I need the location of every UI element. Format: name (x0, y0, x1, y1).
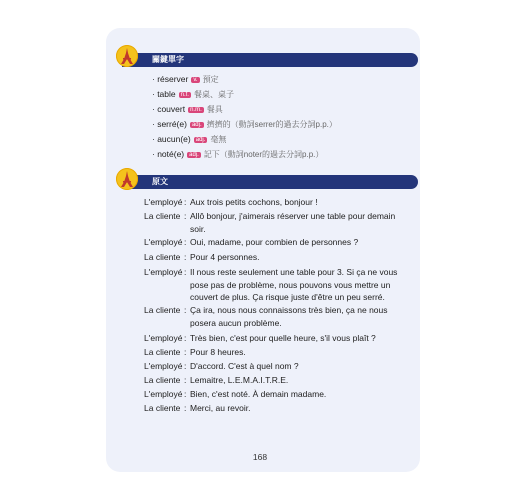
utterance: D'accord. C'est à quel nom ? (190, 361, 299, 371)
speaker-label: L'employé (144, 267, 183, 277)
speaker-label: La cliente (144, 252, 181, 262)
vocab-section-title: 關鍵單字 (152, 55, 184, 64)
speaker-label: La cliente (144, 305, 181, 315)
speaker-label: L'employé (144, 389, 183, 399)
vocab-item: · couvert n.m. 餐具 (152, 104, 223, 114)
utterance: Bien, c'est noté. À demain madame. (190, 389, 327, 399)
speaker-label: L'employé (144, 333, 183, 343)
vocab-item: · serré(e) adj. 擠擠的（動詞serrer的過去分詞p.p.） (152, 119, 337, 129)
vocab-item: · noté(e) adj. 記下（動詞noter的過去分詞p.p.） (152, 149, 324, 159)
vocab-item: · réserver v. 預定 (152, 74, 219, 84)
utterance: Pour 4 personnes. (190, 252, 260, 262)
pos-tag: adj. (195, 137, 206, 143)
utterance: Oui, madame, pour combien de personnes ? (190, 237, 359, 247)
utterance: Très bien, c'est pour quelle heure, s'il vous plaît ? (190, 333, 376, 343)
speaker-label: La cliente (144, 211, 181, 221)
speaker-label: L'employé (144, 237, 183, 247)
eiffel-tower-icon (116, 168, 138, 190)
utterance: Lemaitre, L.E.M.A.I.T.R.E. (190, 375, 289, 385)
utterance: Ça ira, nous nous connaissons très bien, ça ne nous posera aucun problème. (190, 305, 388, 328)
utterance: Il nous reste seulement une table pour 3. Si ça ne vous pose pas de problème, nous pouvons vous mettre un couvert de plus. Ça risque juste d'être un peu serré. (190, 267, 398, 302)
dialogue-section-header (122, 175, 418, 189)
vocab-item: · table n.f. 餐桌、桌子 (152, 89, 234, 99)
pos-tag: n.m. (190, 107, 202, 113)
utterance: Allô bonjour, j'aimerais réserver une table pour demain soir. (190, 211, 396, 234)
speaker-label: L'employé (144, 197, 183, 207)
vocab-item: · aucun(e) adj. 毫無 (152, 134, 227, 144)
dialogue-section-title: 原文 (152, 177, 168, 186)
speaker-label: La cliente (144, 403, 181, 413)
speaker-label: La cliente (144, 375, 181, 385)
eiffel-tower-icon (116, 45, 138, 67)
pos-tag: v. (193, 77, 198, 83)
speaker-label: L'employé (144, 361, 183, 371)
pos-tag: adj. (191, 122, 202, 128)
utterance: Aux trois petits cochons, bonjour ! (190, 197, 318, 207)
pos-tag: adj. (189, 152, 199, 158)
pos-tag: n.f. (180, 92, 189, 98)
speaker-label: La cliente (144, 347, 181, 357)
page-number: 168 (252, 452, 268, 462)
utterance: Pour 8 heures. (190, 347, 246, 357)
utterance: Merci, au revoir. (190, 403, 251, 413)
vocab-section-header (122, 53, 418, 67)
